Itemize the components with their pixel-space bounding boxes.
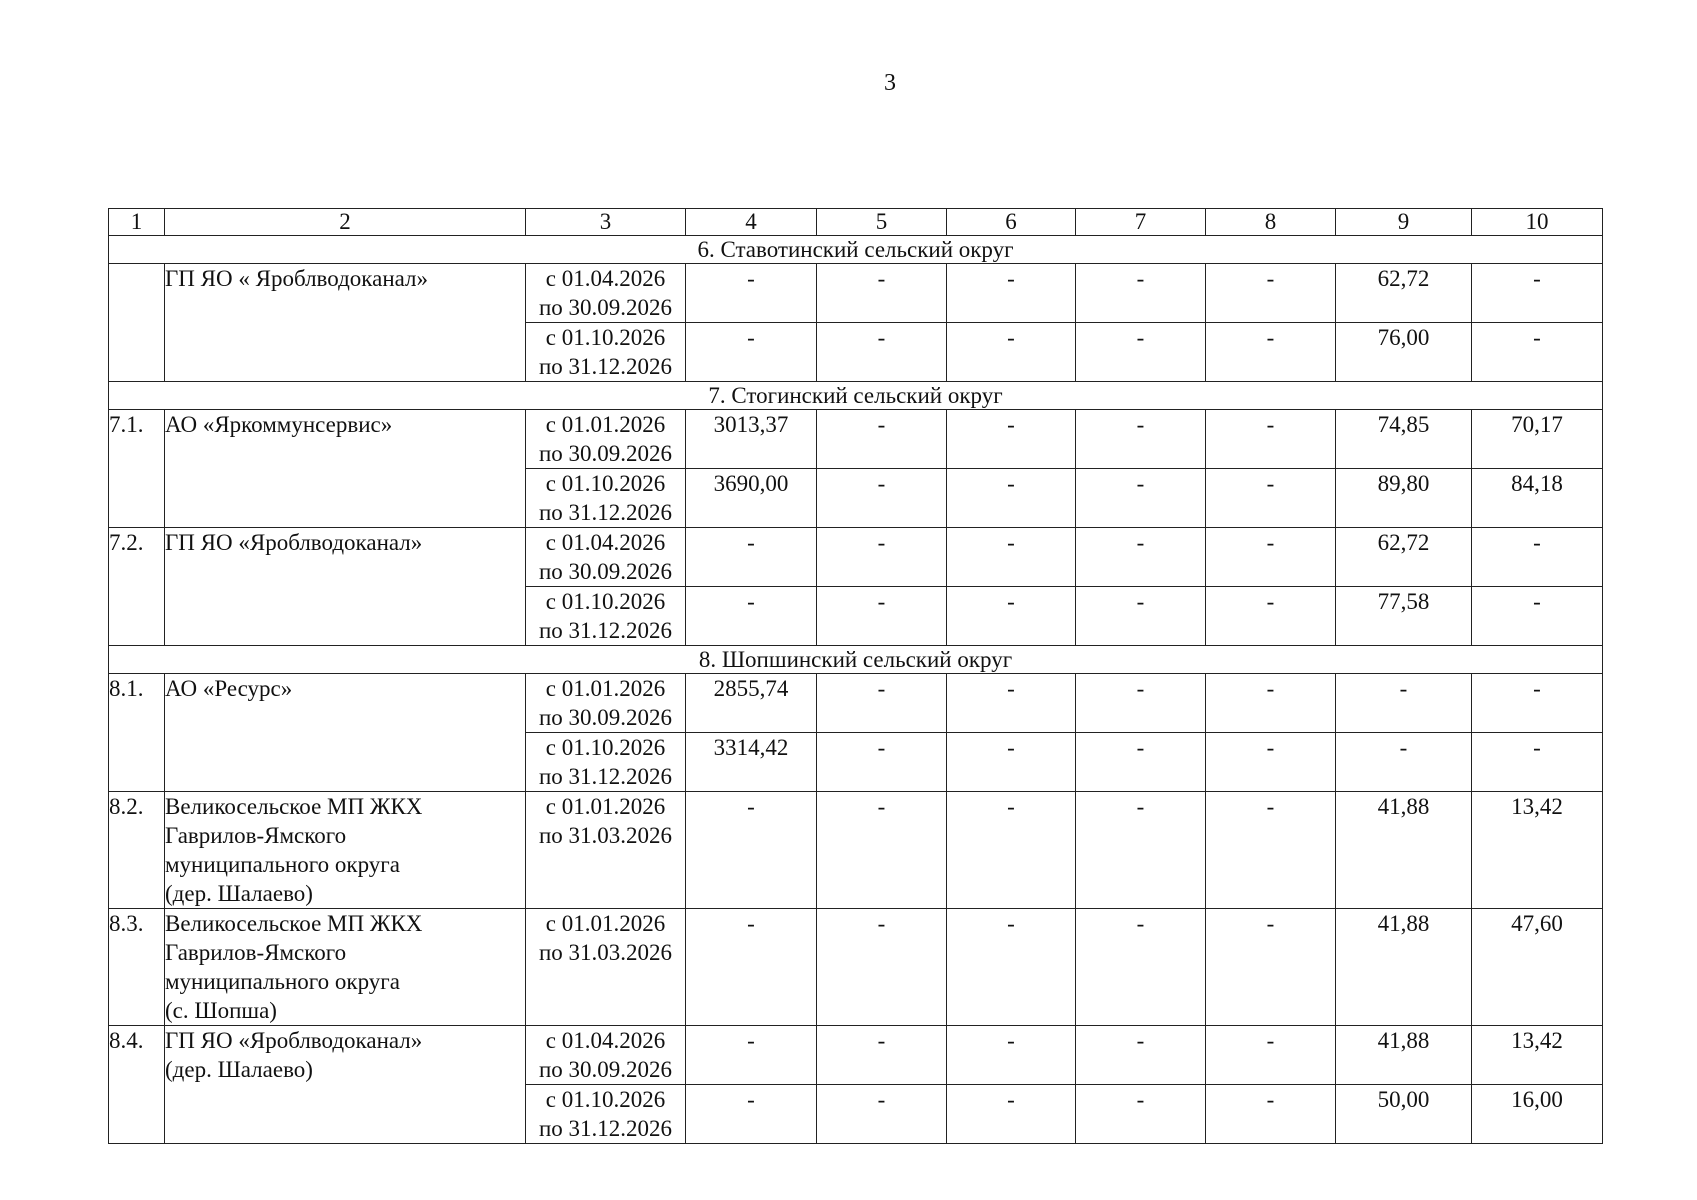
column-number: 8 — [1206, 209, 1336, 236]
value-cell-col10: - — [1472, 674, 1603, 733]
organization-name — [165, 1026, 526, 1144]
value-cell-col4: 3690,00 — [686, 469, 817, 528]
organization-name-line: Великосельское МП ЖКХ — [165, 911, 423, 936]
tariff-period — [526, 323, 686, 382]
organization-name-line: АО «Яркоммунсервис» — [165, 412, 393, 437]
value-cell-col9: 50,00 — [1336, 1085, 1472, 1144]
value-cell-col6: - — [947, 909, 1076, 1026]
value-cell-col8: - — [1206, 792, 1336, 909]
table-row — [109, 528, 1603, 587]
period-to: по 31.12.2026 — [538, 1116, 673, 1141]
value-cell-col4: 3314,42 — [686, 733, 817, 792]
value-cell-col10: 13,42 — [1472, 792, 1603, 909]
organization-name — [165, 264, 526, 382]
value-cell-col9: 76,00 — [1336, 323, 1472, 382]
tariff-period — [526, 528, 686, 587]
value-cell-col5: - — [817, 733, 947, 792]
value-cell-col5: - — [817, 1026, 947, 1085]
value-cell-col7: - — [1076, 410, 1206, 469]
organization-name-line: Великосельское МП ЖКХ — [165, 794, 423, 819]
value-cell-col4: - — [686, 587, 817, 646]
value-cell-col6: - — [947, 792, 1076, 909]
tariff-period — [526, 1026, 686, 1085]
organization-name — [165, 909, 526, 1026]
organization-name-line: ГП ЯО « Яроблводоканал» — [165, 266, 429, 291]
organization-name-line: АО «Ресурс» — [165, 676, 293, 701]
value-cell-col8: - — [1206, 1026, 1336, 1085]
value-cell-col9: - — [1336, 733, 1472, 792]
period-to: по 31.12.2026 — [538, 618, 673, 643]
entry-number: 7.1. — [109, 410, 165, 528]
organization-name-line: муниципального округа — [165, 969, 400, 994]
value-cell-col8: - — [1206, 323, 1336, 382]
value-cell-col5: - — [817, 410, 947, 469]
value-cell-col5: - — [817, 1085, 947, 1144]
section-title: 8. Шопшинский сельский округ — [109, 646, 1603, 674]
organization-name-line: Гаврилов-Ямского — [165, 940, 347, 965]
value-cell-col4: 3013,37 — [686, 410, 817, 469]
value-cell-col4: - — [686, 264, 817, 323]
value-cell-col7: - — [1076, 909, 1206, 1026]
value-cell-col8: - — [1206, 469, 1336, 528]
value-cell-col8: - — [1206, 410, 1336, 469]
value-cell-col5: - — [817, 264, 947, 323]
period-to: по 30.09.2026 — [538, 441, 673, 466]
value-cell-col5: - — [817, 469, 947, 528]
value-cell-col10: - — [1472, 587, 1603, 646]
value-cell-col8: - — [1206, 733, 1336, 792]
period-to: по 31.12.2026 — [538, 500, 673, 525]
organization-name-line: (дер. Шалаево) — [165, 1057, 313, 1082]
value-cell-col7: - — [1076, 1026, 1206, 1085]
value-cell-col5: - — [817, 674, 947, 733]
value-cell-col9: 62,72 — [1336, 264, 1472, 323]
section-title: 6. Ставотинский сельский округ — [109, 236, 1603, 264]
column-number: 2 — [165, 209, 526, 236]
value-cell-col6: - — [947, 323, 1076, 382]
column-number: 1 — [109, 209, 165, 236]
tariff-period — [526, 264, 686, 323]
table-row — [109, 264, 1603, 323]
period-from: с 01.04.2026 — [545, 1028, 666, 1053]
tariff-period — [526, 909, 686, 1026]
value-cell-col9: - — [1336, 674, 1472, 733]
tariff-period — [526, 674, 686, 733]
entry-number — [109, 264, 165, 382]
period-to: по 31.12.2026 — [538, 354, 673, 379]
value-cell-col4: - — [686, 792, 817, 909]
organization-name-line: муниципального округа — [165, 852, 400, 877]
tariff-period — [526, 1085, 686, 1144]
entry-number: 8.4. — [109, 1026, 165, 1144]
value-cell-col5: - — [817, 909, 947, 1026]
period-from: с 01.04.2026 — [545, 530, 666, 555]
column-number: 9 — [1336, 209, 1472, 236]
value-cell-col7: - — [1076, 1085, 1206, 1144]
value-cell-col10: 70,17 — [1472, 410, 1603, 469]
tariff-table — [108, 208, 1603, 1144]
column-number: 4 — [686, 209, 817, 236]
value-cell-col5: - — [817, 323, 947, 382]
column-number: 10 — [1472, 209, 1603, 236]
value-cell-col4: - — [686, 1026, 817, 1085]
value-cell-col7: - — [1076, 587, 1206, 646]
period-from: с 01.10.2026 — [545, 325, 666, 350]
period-to: по 31.03.2026 — [538, 940, 673, 965]
page-number: 3 — [884, 70, 896, 96]
organization-name-line: ГП ЯО «Яроблводоканал» — [165, 1028, 423, 1053]
table-row — [109, 1026, 1603, 1085]
value-cell-col9: 41,88 — [1336, 792, 1472, 909]
value-cell-col10: 16,00 — [1472, 1085, 1603, 1144]
period-from: с 01.01.2026 — [545, 412, 666, 437]
period-from: с 01.10.2026 — [545, 735, 666, 760]
section-row — [109, 382, 1603, 410]
section-title: 7. Стогинский сельский округ — [109, 382, 1603, 410]
entry-number: 7.2. — [109, 528, 165, 646]
value-cell-col9: 62,72 — [1336, 528, 1472, 587]
value-cell-col6: - — [947, 674, 1076, 733]
value-cell-col10: 47,60 — [1472, 909, 1603, 1026]
period-from: с 01.10.2026 — [545, 589, 666, 614]
value-cell-col7: - — [1076, 674, 1206, 733]
value-cell-col5: - — [817, 792, 947, 909]
value-cell-col7: - — [1076, 469, 1206, 528]
value-cell-col10: - — [1472, 264, 1603, 323]
organization-name — [165, 674, 526, 792]
period-to: по 30.09.2026 — [538, 1057, 673, 1082]
value-cell-col9: 74,85 — [1336, 410, 1472, 469]
table-row — [109, 909, 1603, 1026]
value-cell-col10: 13,42 — [1472, 1026, 1603, 1085]
value-cell-col4: - — [686, 909, 817, 1026]
period-from: с 01.10.2026 — [545, 1087, 666, 1112]
tariff-period — [526, 410, 686, 469]
organization-name-line: (с. Шопша) — [165, 998, 277, 1023]
value-cell-col7: - — [1076, 792, 1206, 909]
value-cell-col8: - — [1206, 264, 1336, 323]
value-cell-col10: - — [1472, 528, 1603, 587]
entry-number: 8.2. — [109, 792, 165, 909]
tariff-period — [526, 733, 686, 792]
value-cell-col9: 41,88 — [1336, 909, 1472, 1026]
value-cell-col5: - — [817, 587, 947, 646]
value-cell-col6: - — [947, 469, 1076, 528]
value-cell-col8: - — [1206, 1085, 1336, 1144]
period-to: по 30.09.2026 — [538, 559, 673, 584]
period-from: с 01.01.2026 — [545, 794, 666, 819]
value-cell-col4: - — [686, 323, 817, 382]
value-cell-col7: - — [1076, 264, 1206, 323]
tariff-period — [526, 792, 686, 909]
value-cell-col8: - — [1206, 587, 1336, 646]
period-to: по 31.03.2026 — [538, 823, 673, 848]
tariff-period — [526, 469, 686, 528]
entry-number: 8.1. — [109, 674, 165, 792]
value-cell-col7: - — [1076, 733, 1206, 792]
value-cell-col6: - — [947, 733, 1076, 792]
value-cell-col10: 84,18 — [1472, 469, 1603, 528]
organization-name — [165, 528, 526, 646]
period-from: с 01.10.2026 — [545, 471, 666, 496]
value-cell-col9: 41,88 — [1336, 1026, 1472, 1085]
organization-name — [165, 792, 526, 909]
value-cell-col5: - — [817, 528, 947, 587]
value-cell-col6: - — [947, 1026, 1076, 1085]
value-cell-col4: - — [686, 1085, 817, 1144]
period-to: по 30.09.2026 — [538, 705, 673, 730]
column-number-row — [109, 209, 1603, 236]
entry-number: 8.3. — [109, 909, 165, 1026]
organization-name-line: (дер. Шалаево) — [165, 881, 313, 906]
value-cell-col8: - — [1206, 909, 1336, 1026]
table-body — [109, 209, 1603, 1144]
column-number: 7 — [1076, 209, 1206, 236]
organization-name — [165, 410, 526, 528]
value-cell-col7: - — [1076, 528, 1206, 587]
period-to: по 31.12.2026 — [538, 764, 673, 789]
value-cell-col4: - — [686, 528, 817, 587]
value-cell-col10: - — [1472, 733, 1603, 792]
value-cell-col6: - — [947, 587, 1076, 646]
value-cell-col6: - — [947, 1085, 1076, 1144]
value-cell-col9: 77,58 — [1336, 587, 1472, 646]
organization-name-line: ГП ЯО «Яроблводоканал» — [165, 530, 423, 555]
table-row — [109, 674, 1603, 733]
tariff-period — [526, 587, 686, 646]
period-to: по 30.09.2026 — [538, 295, 673, 320]
value-cell-col4: 2855,74 — [686, 674, 817, 733]
period-from: с 01.01.2026 — [545, 911, 666, 936]
value-cell-col8: - — [1206, 528, 1336, 587]
value-cell-col10: - — [1472, 323, 1603, 382]
column-number: 3 — [526, 209, 686, 236]
value-cell-col6: - — [947, 264, 1076, 323]
period-from: с 01.04.2026 — [545, 266, 666, 291]
value-cell-col6: - — [947, 528, 1076, 587]
section-row — [109, 236, 1603, 264]
table-row — [109, 410, 1603, 469]
value-cell-col6: - — [947, 410, 1076, 469]
column-number: 5 — [817, 209, 947, 236]
value-cell-col8: - — [1206, 674, 1336, 733]
organization-name-line: Гаврилов-Ямского — [165, 823, 347, 848]
column-number: 6 — [947, 209, 1076, 236]
value-cell-col7: - — [1076, 323, 1206, 382]
value-cell-col9: 89,80 — [1336, 469, 1472, 528]
period-from: с 01.01.2026 — [545, 676, 666, 701]
section-row — [109, 646, 1603, 674]
table-row — [109, 792, 1603, 909]
